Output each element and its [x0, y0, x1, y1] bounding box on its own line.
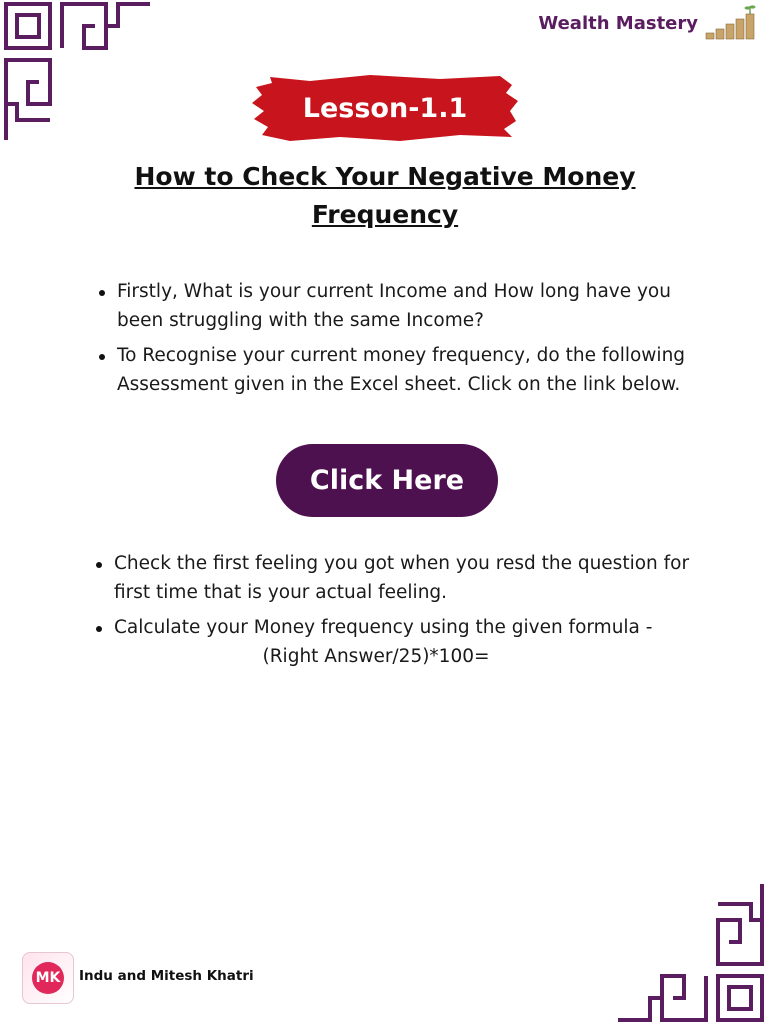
- greek-key-ornament-top-left: [0, 0, 160, 145]
- lesson-banner: [250, 73, 520, 143]
- list-item: Calculate your Money frequency using the given formula -: [96, 613, 706, 642]
- brand-header: [538, 5, 758, 41]
- mk-logo-mark: MK: [32, 962, 64, 994]
- author-name: Indu and Mitesh Khatri: [79, 968, 254, 984]
- intro-bullet-list: [99, 277, 709, 405]
- page-title: How to Check Your Negative Money Frequency: [134, 162, 636, 229]
- formula-text: (Right Answer/25)*100=: [262, 646, 490, 667]
- brand-title: Wealth Mastery: [538, 12, 698, 34]
- lesson-label: Lesson-1.1: [302, 92, 468, 124]
- list-item: Firstly, What is your current Income and How long have you been struggling with the same Income?: [99, 277, 709, 335]
- greek-key-ornament-bottom-right: [608, 879, 768, 1024]
- list-item: Check the first feeling you got when you resd the question for first time that is your actual feeling.: [96, 549, 706, 607]
- coin-stacks-plant-icon: [704, 5, 758, 41]
- list-item: To Recognise your current money frequency, do the following Assessment given in the Excel sheet. Click on the link below.: [99, 341, 709, 399]
- mk-logo: [22, 952, 74, 1004]
- instructions-bullet-list: [96, 549, 706, 648]
- click-here-button[interactable]: Click Here: [276, 444, 498, 517]
